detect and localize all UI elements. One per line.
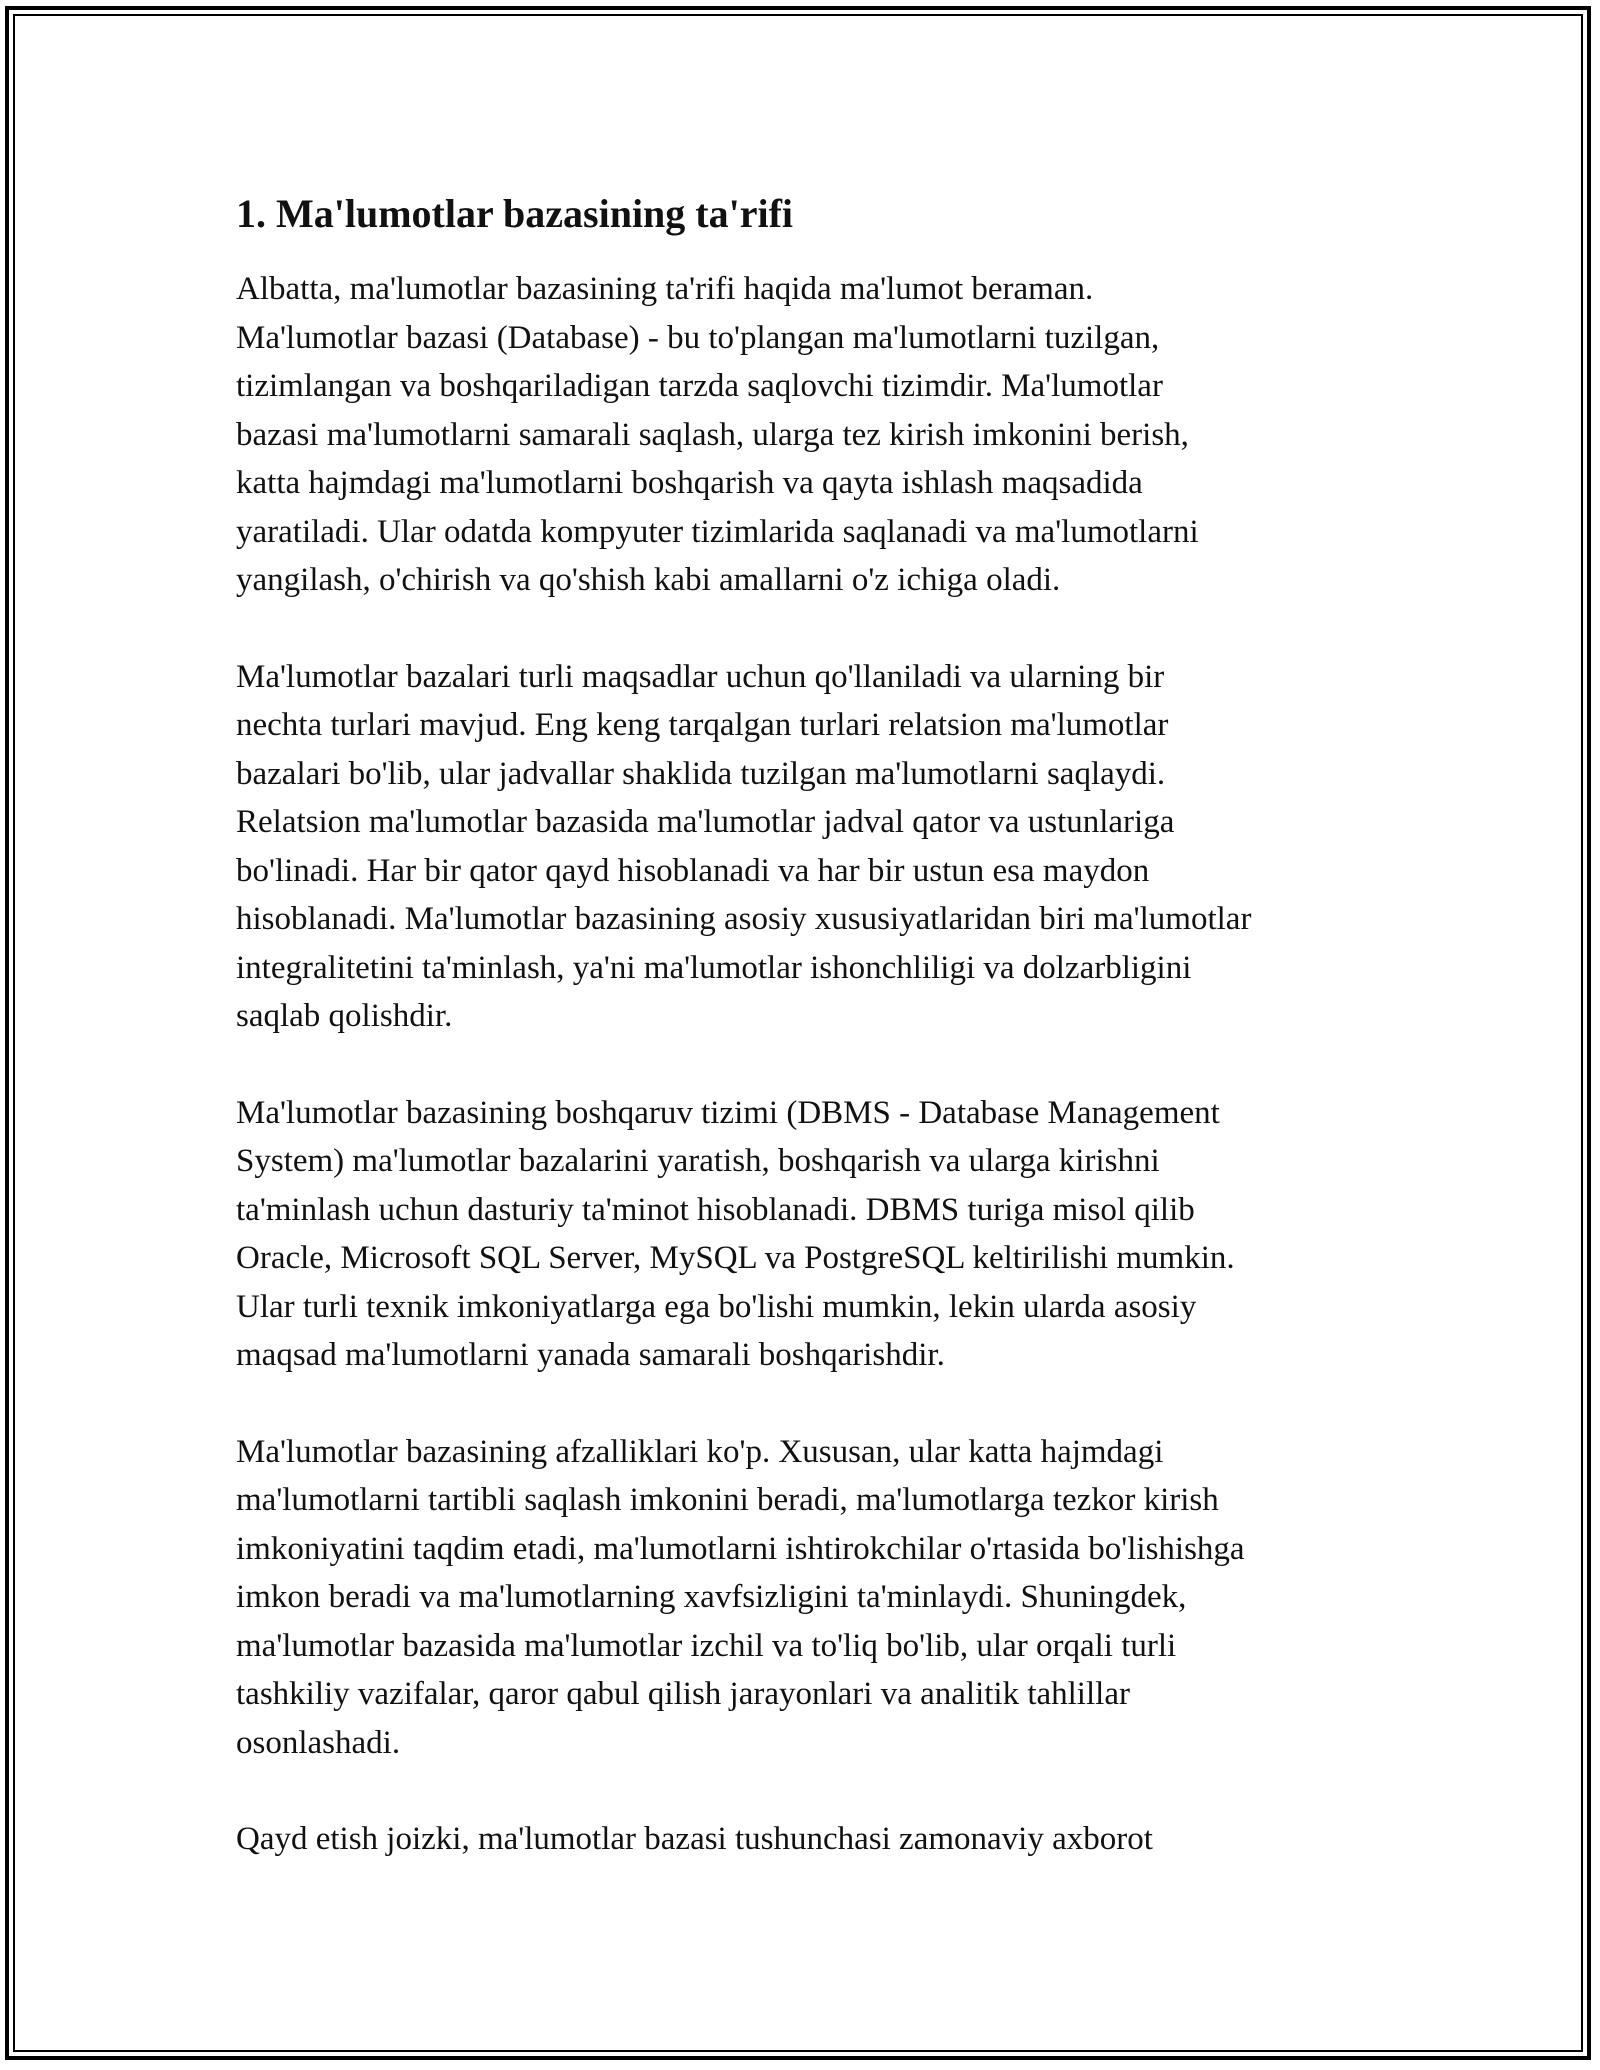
paragraph-advantages: Ma'lumotlar bazasining afzalliklari ko'p. Xususan, ular katta hajmdagi ma'lumotlarni tartibli saqlash imkonini beradi, ma'lumotlarga tezkor kirish imkoniyatini taqdim etadi, ma'lumotlarni ishtirokchilar o'rtasida bo'lishishga imkon beradi va ma'lumotlarning xavfsizligini ta'minlaydi. Shuningdek, ma'lumotlar bazasida ma'lumotlar izchil va to'liq bo'lib, ular orqali turli tashkiliy vazifalar, qaror qabul qilish jarayonlari va analitik tahlillar osonlashadi. [236,1433,1245,1761]
paragraph-types: Ma'lumotlar bazalari turli maqsadlar uchun qo'llaniladi va ularning bir nechta turlari mavjud. Eng keng tarqalgan turlari relatsion ma'lumotlar bazalari bo'lib, ular jadvallar shaklida tuzilgan ma'lumotlarni saqlaydi. Relatsion ma'lumotlar bazasida ma'lumotlar jadval qator va ustunlariga bo'linadi. Har bir qator qayd hisoblanadi va har bir ustun esa maydon hisoblanadi. Ma'lumotlar bazasining asosiy xususiyatlaridan biri ma'lumotlar integralitetini ta'minlash, ya'ni ma'lumotlar ishonchliligi va dolzarbligini saqlab qolishdir. [236,658,1252,1034]
document-title: 1. Ma'lumotlar bazasining ta'rifi [236,191,794,236]
paragraph-dbms: Ma'lumotlar bazasining boshqaruv tizimi (DBMS - Database Management System) ma'lumotlar bazalarini yaratish, boshqarish va ularga kirishni ta'minlash uchun dasturiy ta'minot hisoblanadi. DBMS turiga misol qilib Oracle, Microsoft SQL Server, MySQL va PostgreSQL keltirilishi mumkin. Ular turli texnik imkoniyatlarga ega bo'lishi mumkin, lekin ularda asosiy maqsad ma'lumotlarni yanada samarali boshqarishdir. [236,1094,1235,1373]
paragraph-conclusion: Qayd etish joizki, ma'lumotlar bazasi tushunchasi zamonaviy axborot [236,1821,1153,1857]
paragraph-definition: Albatta, ma'lumotlar bazasining ta'rifi haqida ma'lumot beraman. Ma'lumotlar bazasi (Database) - bu to'plangan ma'lumotlarni tuzilgan, tizimlangan va boshqariladigan tarzda saqlovchi tizimdir. Ma'lumotlar bazasi ma'lumotlarni samarali saqlash, ularga tez kirish imkonini berish, katta hajmdagi ma'lumotlarni boshqarish va qayta ishlash maqsadida yaratiladi. Ular odatda kompyuter tizimlarida saqlanadi va ma'lumotlarni yangilash, o'chirish va qo'shish kabi amallarni o'z ichiga oladi. [236,271,1199,598]
document-body [236,188,1396,1912]
